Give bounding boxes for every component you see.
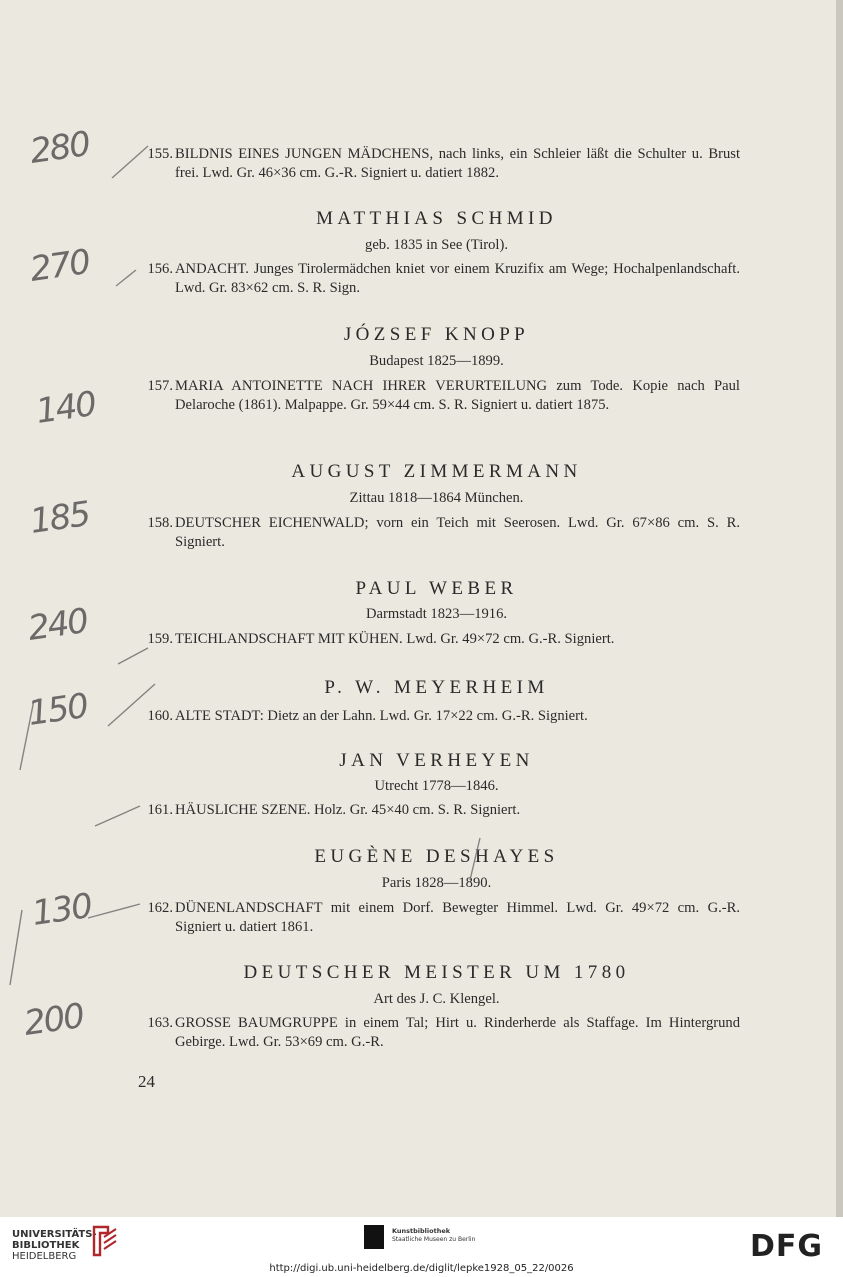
footer-bar: [0, 1217, 843, 1277]
library-name: UNIVERSITÄTS- BIBLIOTHEK HEIDELBERG: [12, 1229, 97, 1262]
artist-heading: PAUL WEBER: [355, 578, 518, 599]
entry-text: ALTE STADT: Dietz an der Lahn. Lwd. Gr. 17×22 cm. G.-R. Signiert.: [175, 708, 588, 724]
artist-info: geb. 1835 in See (Tirol).: [365, 237, 508, 253]
handwritten-price: 150: [25, 686, 90, 734]
entry-number: 155.: [147, 146, 173, 162]
artist-info: Art des J. C. Klengel.: [373, 991, 500, 1007]
ub-logo-icon: [90, 1223, 118, 1259]
artist-info: Budapest 1825—1899.: [369, 353, 504, 369]
artist-heading: AUGUST ZIMMERMANN: [291, 461, 582, 482]
entry-number: 160.: [147, 708, 173, 724]
pencil-stroke: [108, 684, 155, 726]
pencil-stroke: [116, 270, 136, 286]
pencil-stroke: [470, 838, 480, 880]
handwritten-price: 185: [27, 494, 92, 542]
handwritten-price: 140: [33, 384, 98, 432]
artist-info: Utrecht 1778—1846.: [374, 778, 499, 794]
entry-number: 157.: [147, 378, 173, 394]
entry-number: 161.: [147, 802, 173, 818]
artist-info: Zittau 1818—1864 München.: [349, 490, 524, 506]
entry-text: DEUTSCHER EICHENWALD; vorn ein Teich mit Seerosen. Lwd. Gr. 67×86 cm. S. R. Signiert.: [175, 515, 740, 550]
artist-info: Paris 1828—1890.: [381, 875, 492, 891]
pencil-stroke: [112, 146, 148, 178]
artist-info: Darmstadt 1823—1916.: [365, 606, 508, 622]
kunstbibliothek-logo-icon: [364, 1225, 384, 1249]
dfg-logo: DFG: [750, 1229, 824, 1264]
kunstbibliothek-label: Kunstbibliothek Staatliche Museen zu Berlin: [392, 1227, 476, 1243]
entry-text: ANDACHT. Junges Tirolermädchen kniet vor einem Kruzifix am Wege; Hochalpenlandschaft. Lwd. Gr. 83×62 cm. S. R. Sign.: [175, 261, 740, 296]
entry-number: 159.: [147, 631, 173, 647]
pencil-stroke: [88, 904, 140, 918]
handwritten-price: 240: [25, 601, 90, 649]
handwritten-price: 280: [27, 124, 92, 172]
entry-text: HÄUSLICHE SZENE. Holz. Gr. 45×40 cm. S. R. Signiert.: [175, 802, 521, 818]
artist-heading: MATTHIAS SCHMID: [316, 208, 557, 229]
entry-number: 158.: [147, 515, 173, 531]
entry-text: TEICHLANDSCHAFT MIT KÜHEN. Lwd. Gr. 49×72 cm. G.-R. Signiert.: [175, 631, 615, 647]
entry-text: GROSSE BAUMGRUPPE in einem Tal; Hirt u. Rinderherde als Staffage. Im Hintergrund Gebirge. Lwd. Gr. 53×69 cm. G.-R.: [175, 1015, 740, 1050]
artist-heading: DEUTSCHER MEISTER UM 1780: [243, 962, 630, 983]
artist-heading: P. W. MEYERHEIM: [324, 677, 549, 698]
entry-number: 162.: [147, 900, 173, 916]
entry-number: 163.: [147, 1015, 173, 1031]
entry-text: DÜNENLANDSCHAFT mit einem Dorf. Bewegter Himmel. Lwd. Gr. 49×72 cm. G.-R. Signiert u. datiert 1861.: [175, 900, 740, 935]
pencil-stroke: [10, 910, 22, 985]
pencil-stroke: [118, 648, 148, 664]
entry-text: BILDNIS EINES JUNGEN MÄDCHENS, nach links, ein Schleier läßt die Schulter u. Brust frei. Lwd. Gr. 46×36 cm. G.-R. Signiert u. datiert 1882.: [175, 146, 740, 181]
artist-heading: EUGÈNE DESHAYES: [314, 846, 559, 867]
source-url[interactable]: http://digi.ub.uni-heidelberg.de/diglit/lepke1928_05_22/0026: [269, 1263, 574, 1274]
page-edge: [836, 0, 843, 1217]
handwritten-price: 130: [29, 886, 94, 934]
handwritten-price: 270: [27, 242, 92, 290]
artist-heading: JAN VERHEYEN: [339, 750, 534, 771]
pencil-stroke: [95, 806, 140, 826]
entry-number: 156.: [147, 261, 173, 277]
artist-heading: JÓZSEF KNOPP: [343, 324, 530, 345]
page-number: 24: [138, 1072, 155, 1091]
entry-text: MARIA ANTOINETTE NACH IHRER VERURTEILUNG zum Tode. Kopie nach Paul Delaroche (1861). Malpappe. Gr. 59×44 cm. S. R. Signiert u. datiert 1875.: [175, 378, 740, 413]
pencil-stroke: [20, 700, 34, 770]
handwritten-price: 200: [21, 996, 86, 1044]
